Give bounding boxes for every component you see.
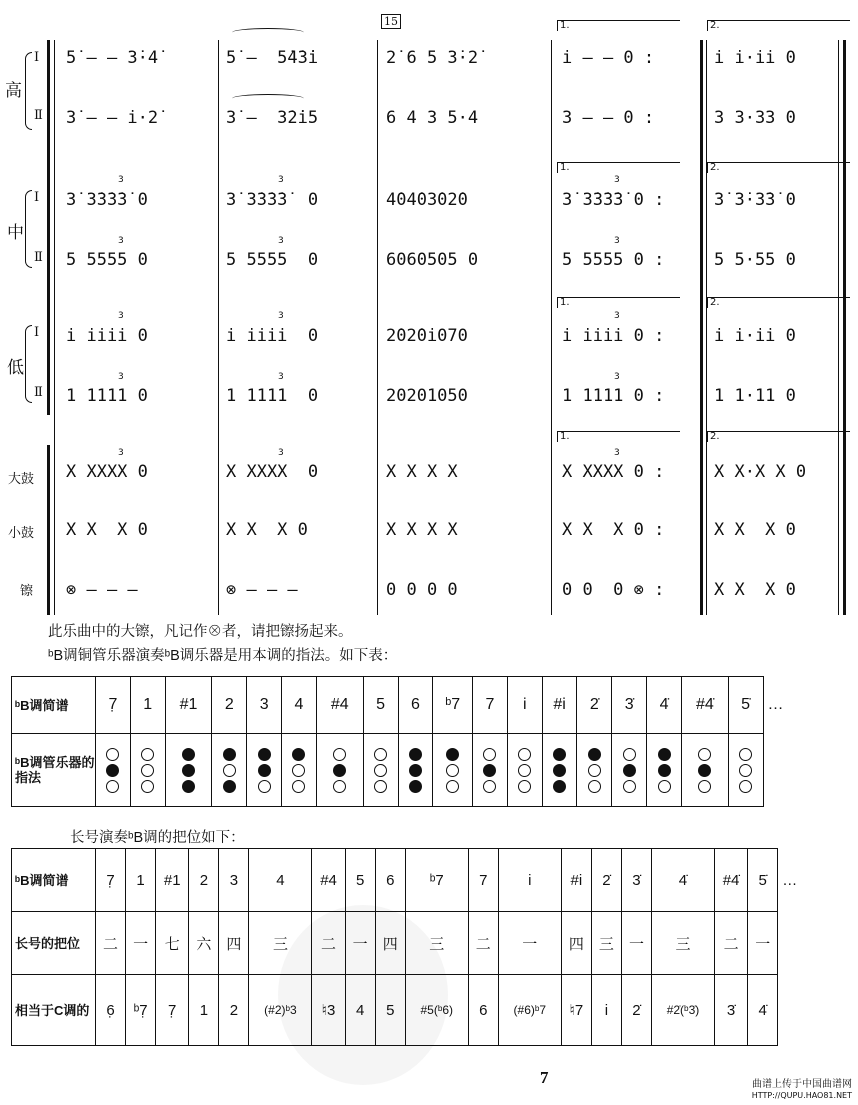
group-label-low: 低 bbox=[7, 358, 24, 378]
brace-low bbox=[25, 325, 32, 403]
fingering-cell bbox=[130, 734, 165, 807]
c-equiv-cell: #2̇(ᵇ3̇) bbox=[651, 975, 714, 1046]
system-bracket-percussion bbox=[47, 445, 50, 615]
m-high2-2: 3̇ – 3̇2̇i5 bbox=[226, 108, 319, 128]
m-bassdrum-4: X XXXX 0 : bbox=[562, 462, 665, 482]
m-bassdrum-3: X X X X bbox=[386, 462, 458, 482]
position-cell: 二 bbox=[96, 912, 126, 975]
m-cymbal-1: ⊗ – – – bbox=[66, 580, 138, 600]
fingering-valves bbox=[292, 748, 305, 793]
note-bb-brass-instruction: ᵇB调铜管乐器演奏ᵇB调乐器是用本调的指法。如下表： bbox=[48, 648, 398, 664]
valve-open-icon bbox=[483, 748, 496, 761]
brace-high bbox=[25, 52, 32, 130]
volta-1-high: 1. bbox=[557, 20, 680, 31]
page-number: 7 bbox=[540, 1068, 549, 1087]
fingering-valves bbox=[658, 748, 671, 793]
valve-pressed-icon bbox=[698, 764, 711, 777]
m-cymbal-2: ⊗ – – – bbox=[226, 580, 298, 600]
fingering-cell bbox=[728, 734, 763, 807]
valve-pressed-icon bbox=[553, 748, 566, 761]
table1-header-fingering: ᵇB调管乐器的指法 bbox=[12, 734, 96, 807]
m-low1-1: i iiii 0 bbox=[66, 326, 148, 346]
table1-note: 5̇ bbox=[728, 677, 763, 734]
table2-header-notes: ᵇB调简谱 bbox=[12, 849, 96, 912]
triplet-mark: 3 bbox=[614, 175, 620, 185]
valve-open-icon bbox=[292, 780, 305, 793]
valve-open-icon bbox=[588, 780, 601, 793]
valve-open-icon bbox=[483, 780, 496, 793]
m-bassdrum-2: X XXXX 0 bbox=[226, 462, 319, 482]
m-low2-4: 1 1111 0 : bbox=[562, 386, 665, 406]
fingering-valves bbox=[588, 748, 601, 793]
fingering-cell bbox=[472, 734, 507, 807]
m-bassdrum-5: X X·X X 0 bbox=[714, 462, 807, 482]
valve-pressed-icon bbox=[553, 780, 566, 793]
m-high1-4: i – – 0 : bbox=[562, 48, 655, 68]
valve-pressed-icon bbox=[258, 764, 271, 777]
m-low1-2: i iiii 0 bbox=[226, 326, 319, 346]
m-mid2-4: 5 5555 0 : bbox=[562, 250, 665, 270]
m-low2-3: 20201050 bbox=[386, 386, 468, 406]
table2-note: 2̇ bbox=[591, 849, 621, 912]
m-snare-3: X X X X bbox=[386, 520, 458, 540]
valve-open-icon bbox=[374, 764, 387, 777]
fingering-valves bbox=[553, 748, 566, 793]
valve-open-icon bbox=[223, 764, 236, 777]
table1-note: ᵇ7 bbox=[433, 677, 473, 734]
valve-open-icon bbox=[518, 780, 531, 793]
volta-2-low: 2. bbox=[707, 297, 850, 308]
position-cell: 一 bbox=[498, 912, 561, 975]
c-equiv-cell: 4̇ bbox=[748, 975, 778, 1046]
fingering-cell bbox=[507, 734, 542, 807]
valve-open-icon bbox=[106, 748, 119, 761]
barline-repeat bbox=[700, 40, 703, 615]
valve-pressed-icon bbox=[223, 780, 236, 793]
triplet-mark: 3 bbox=[278, 236, 284, 246]
valve-pressed-icon bbox=[658, 764, 671, 777]
valve-pressed-icon bbox=[483, 764, 496, 777]
position-cell: 一 bbox=[621, 912, 651, 975]
valve-pressed-icon bbox=[258, 748, 271, 761]
fingering-valves bbox=[106, 748, 119, 793]
volta-1-drum: 1. bbox=[557, 431, 680, 442]
m-low1-4: i iiii 0 : bbox=[562, 326, 665, 346]
table2-note: 1 bbox=[126, 849, 156, 912]
valve-open-icon bbox=[374, 748, 387, 761]
valve-open-icon bbox=[141, 764, 154, 777]
c-equiv-cell: ᵇ7̣ bbox=[126, 975, 156, 1046]
valve-open-icon bbox=[588, 764, 601, 777]
m-cymbal-3: 0 0 0 0 bbox=[386, 580, 458, 600]
valve-open-icon bbox=[141, 748, 154, 761]
triplet-mark: 3 bbox=[614, 372, 620, 382]
volta-2-high: 2. bbox=[707, 20, 850, 31]
group-label-mid: 中 bbox=[7, 223, 24, 243]
fingering-cell bbox=[612, 734, 647, 807]
valve-open-icon bbox=[739, 764, 752, 777]
table2-more-empty-2 bbox=[778, 975, 816, 1046]
fingering-cell bbox=[212, 734, 247, 807]
m-mid1-2: 3̇ 3̇3̇3̇3̇ 0 bbox=[226, 190, 319, 210]
part-roman-mid-2: Ⅱ bbox=[34, 250, 43, 265]
c-equiv-cell: 2̇ bbox=[621, 975, 651, 1046]
valve-open-icon bbox=[333, 748, 346, 761]
site-watermark bbox=[752, 1079, 852, 1101]
fingering-cell bbox=[96, 734, 131, 807]
volta-1-low: 1. bbox=[557, 297, 680, 308]
m-mid1-3: 4̇04̇03̇02̇0 bbox=[386, 190, 468, 210]
m-high1-5: i i·ii 0 bbox=[714, 48, 796, 68]
position-cell: 一 bbox=[748, 912, 778, 975]
volta-2-mid: 2. bbox=[707, 162, 850, 173]
fingering-valves bbox=[623, 748, 636, 793]
volta-2-drum: 2. bbox=[707, 431, 850, 442]
c-equiv-cell: 2 bbox=[219, 975, 249, 1046]
fingering-valves bbox=[446, 748, 459, 793]
valve-open-icon bbox=[623, 748, 636, 761]
valve-open-icon bbox=[333, 780, 346, 793]
note-cymbal-instruction: 此乐曲中的大镲，凡记作⊗者，请把镲扬起来。 bbox=[48, 624, 353, 640]
table2-note: 5 bbox=[345, 849, 375, 912]
fingering-cell bbox=[398, 734, 433, 807]
table1-note: #i bbox=[542, 677, 577, 734]
valve-open-icon bbox=[374, 780, 387, 793]
note-trombone-instruction: 长号演奏ᵇB调的把位如下： bbox=[70, 830, 245, 846]
valve-pressed-icon bbox=[333, 764, 346, 777]
part-roman-mid-1: Ⅰ bbox=[34, 190, 40, 205]
group-label-cymbal: 镲 bbox=[20, 584, 34, 599]
barline-end-thick bbox=[843, 40, 846, 615]
fingering-cell bbox=[681, 734, 728, 807]
m-mid2-3: 6060505 0 bbox=[386, 250, 479, 270]
table1-note: 2̇ bbox=[577, 677, 612, 734]
barline-repeat-thin bbox=[706, 40, 707, 615]
c-equiv-cell: 5 bbox=[375, 975, 405, 1046]
table1-note: #4 bbox=[316, 677, 363, 734]
barline-3 bbox=[551, 40, 552, 615]
trombone-table-c-row bbox=[12, 975, 816, 1046]
table1-note: #1 bbox=[165, 677, 212, 734]
fingering-table bbox=[11, 676, 816, 807]
fingering-valves bbox=[698, 748, 711, 793]
valve-pressed-icon bbox=[182, 764, 195, 777]
table2-note: i bbox=[498, 849, 561, 912]
triplet-mark: 3 bbox=[118, 311, 124, 321]
position-cell: 二 bbox=[468, 912, 498, 975]
table1-more-empty bbox=[763, 734, 815, 807]
table1-note: 7 bbox=[472, 677, 507, 734]
table1-note: 2 bbox=[212, 677, 247, 734]
trombone-position-table bbox=[11, 848, 816, 1046]
c-equiv-cell: i bbox=[591, 975, 621, 1046]
table1-note: 7̣ bbox=[96, 677, 131, 734]
table2-more: … bbox=[782, 871, 798, 889]
fingering-cell bbox=[363, 734, 398, 807]
table1-note: 4 bbox=[282, 677, 317, 734]
valve-open-icon bbox=[623, 780, 636, 793]
fingering-valves bbox=[182, 748, 195, 793]
table2-note: 6 bbox=[375, 849, 405, 912]
triplet-mark: 3 bbox=[278, 372, 284, 382]
fingering-cell bbox=[647, 734, 682, 807]
fingering-valves bbox=[409, 748, 422, 793]
table1-note: 1 bbox=[130, 677, 165, 734]
fingering-table-notes-row bbox=[12, 677, 816, 734]
table1-header-notes: ᵇB调简谱 bbox=[12, 677, 96, 734]
table1-note: 4̇ bbox=[647, 677, 682, 734]
triplet-mark: 3 bbox=[118, 175, 124, 185]
position-cell: 三 bbox=[651, 912, 714, 975]
valve-pressed-icon bbox=[409, 764, 422, 777]
fingering-valves bbox=[518, 748, 531, 793]
table2-note: #i bbox=[561, 849, 591, 912]
c-equiv-cell: ♮7 bbox=[561, 975, 591, 1046]
valve-open-icon bbox=[518, 764, 531, 777]
valve-open-icon bbox=[106, 780, 119, 793]
m-low1-3: 2̇02̇0i070 bbox=[386, 326, 468, 346]
c-equiv-cell: 7̣ bbox=[156, 975, 189, 1046]
fingering-valves bbox=[333, 748, 346, 793]
group-label-snare-drum: 小鼓 bbox=[8, 526, 35, 541]
barline-2 bbox=[377, 40, 378, 615]
watermark-line-2: HTTP://QUPU.HAO81.NET bbox=[751, 1091, 852, 1100]
fingering-valves bbox=[141, 748, 154, 793]
c-equiv-cell: 4 bbox=[345, 975, 375, 1046]
m-mid1-5: 3̇ 3̇·3̇3̇ 0 bbox=[714, 190, 796, 210]
table1-note: 3̇ bbox=[612, 677, 647, 734]
m-mid2-2: 5 5555 0 bbox=[226, 250, 319, 270]
position-cell: 三 bbox=[591, 912, 621, 975]
table2-note: 5̇ bbox=[748, 849, 778, 912]
table2-note: #4̇ bbox=[714, 849, 747, 912]
valve-pressed-icon bbox=[446, 748, 459, 761]
fingering-valves bbox=[223, 748, 236, 793]
position-cell: 三 bbox=[405, 912, 468, 975]
m-snare-1: X X X 0 bbox=[66, 520, 148, 540]
table2-header-position: 长号的把位 bbox=[12, 912, 96, 975]
valve-open-icon bbox=[698, 748, 711, 761]
m-high2-3: 6 4 3 5·4 bbox=[386, 108, 479, 128]
valve-pressed-icon bbox=[292, 748, 305, 761]
m-low2-2: 1 1111 0 bbox=[226, 386, 319, 406]
table2-note: #4 bbox=[312, 849, 345, 912]
tie-high-1 bbox=[232, 28, 304, 37]
table2-note: #1 bbox=[156, 849, 189, 912]
valve-open-icon bbox=[518, 748, 531, 761]
trombone-table-notes-row bbox=[12, 849, 816, 912]
position-cell: 一 bbox=[345, 912, 375, 975]
m-low2-5: 1 1·11 0 bbox=[714, 386, 796, 406]
valve-pressed-icon bbox=[409, 780, 422, 793]
system-bracket-high-low bbox=[47, 40, 50, 415]
table1-note: 5 bbox=[363, 677, 398, 734]
m-mid2-5: 5 5·55 0 bbox=[714, 250, 796, 270]
watermark-line-1: 曲谱上传于中国曲谱网 bbox=[752, 1079, 852, 1090]
fingering-valves bbox=[374, 748, 387, 793]
fingering-valves bbox=[258, 748, 271, 793]
fingering-table-fingering-row bbox=[12, 734, 816, 807]
m-high1-3: 2̇ 6 5 3̇·2̇ bbox=[386, 48, 479, 68]
valve-pressed-icon bbox=[553, 764, 566, 777]
m-high2-4: 3 – – 0 : bbox=[562, 108, 655, 128]
m-snare-4: X X X 0 : bbox=[562, 520, 665, 540]
rehearsal-mark: 15 bbox=[381, 14, 401, 29]
table2-note: 7̣ bbox=[96, 849, 126, 912]
volta-1-mid: 1. bbox=[557, 162, 680, 173]
table2-note: 4 bbox=[249, 849, 312, 912]
valve-open-icon bbox=[739, 748, 752, 761]
position-cell: 三 bbox=[249, 912, 312, 975]
c-equiv-cell: 6 bbox=[468, 975, 498, 1046]
triplet-mark: 3 bbox=[278, 311, 284, 321]
group-label-high: 高 bbox=[5, 81, 22, 101]
position-cell: 六 bbox=[189, 912, 219, 975]
triplet-mark: 3 bbox=[118, 448, 124, 458]
m-low2-1: 1 1111 0 bbox=[66, 386, 148, 406]
table2-more-empty bbox=[778, 912, 816, 975]
triplet-mark: 3 bbox=[118, 236, 124, 246]
c-equiv-cell: 1 bbox=[189, 975, 219, 1046]
c-equiv-cell: (#2)ᵇ3 bbox=[249, 975, 312, 1046]
position-cell: 二 bbox=[312, 912, 345, 975]
valve-open-icon bbox=[292, 764, 305, 777]
triplet-mark: 3 bbox=[278, 175, 284, 185]
position-cell: 七 bbox=[156, 912, 189, 975]
valve-open-icon bbox=[658, 780, 671, 793]
fingering-valves bbox=[739, 748, 752, 793]
m-snare-5: X X X 0 bbox=[714, 520, 796, 540]
triplet-mark: 3 bbox=[118, 372, 124, 382]
barline-1 bbox=[218, 40, 219, 615]
position-cell: 四 bbox=[375, 912, 405, 975]
table1-note: 3 bbox=[247, 677, 282, 734]
triplet-mark: 3 bbox=[614, 448, 620, 458]
table2-note: 3̇ bbox=[621, 849, 651, 912]
m-high2-5: 3 3·33 0 bbox=[714, 108, 796, 128]
fingering-cell bbox=[165, 734, 212, 807]
triplet-mark: 3 bbox=[614, 311, 620, 321]
c-equiv-cell: ♮3 bbox=[312, 975, 345, 1046]
valve-pressed-icon bbox=[588, 748, 601, 761]
part-roman-high-1: Ⅰ bbox=[34, 50, 40, 65]
table1-note: i bbox=[507, 677, 542, 734]
m-low1-5: i i·ii 0 bbox=[714, 326, 796, 346]
fingering-valves bbox=[483, 748, 496, 793]
table2-note: 7 bbox=[468, 849, 498, 912]
part-roman-low-2: Ⅱ bbox=[34, 385, 43, 400]
c-equiv-cell: 6̣ bbox=[96, 975, 126, 1046]
fingering-cell bbox=[433, 734, 473, 807]
system-line bbox=[54, 40, 55, 615]
fingering-cell bbox=[247, 734, 282, 807]
table1-note: 6 bbox=[398, 677, 433, 734]
m-high1-1: 5̇ – – 3̇·4̇ bbox=[66, 48, 159, 68]
fingering-cell bbox=[282, 734, 317, 807]
valve-pressed-icon bbox=[223, 748, 236, 761]
table2-note: 3 bbox=[219, 849, 249, 912]
m-cymbal-5: X X X 0 bbox=[714, 580, 796, 600]
triplet-mark: 3 bbox=[614, 236, 620, 246]
valve-open-icon bbox=[698, 780, 711, 793]
m-mid1-4: 3̇ 3̇3̇3̇3̇ 0 : bbox=[562, 190, 665, 210]
m-cymbal-4: 0 0 0 ⊗ : bbox=[562, 580, 665, 600]
table2-header-c-equivalent: 相当于C调的 bbox=[12, 975, 96, 1046]
position-cell: 四 bbox=[561, 912, 591, 975]
triplet-mark: 3 bbox=[278, 448, 284, 458]
tie-high-2 bbox=[232, 94, 304, 103]
position-cell: 一 bbox=[126, 912, 156, 975]
m-bassdrum-1: X XXXX 0 bbox=[66, 462, 148, 482]
m-high1-2: 5̇ – 5̇4̇3̇i bbox=[226, 48, 319, 68]
m-mid2-1: 5 5555 0 bbox=[66, 250, 148, 270]
table2-note: ᵇ7 bbox=[405, 849, 468, 912]
c-equiv-cell: (#6)ᵇ7 bbox=[498, 975, 561, 1046]
table1-more: … bbox=[767, 696, 784, 713]
m-snare-2: X X X 0 bbox=[226, 520, 308, 540]
valve-pressed-icon bbox=[658, 748, 671, 761]
fingering-cell bbox=[577, 734, 612, 807]
valve-pressed-icon bbox=[106, 764, 119, 777]
fingering-cell bbox=[316, 734, 363, 807]
table2-note: 2 bbox=[189, 849, 219, 912]
trombone-table-position-row bbox=[12, 912, 816, 975]
valve-open-icon bbox=[258, 780, 271, 793]
table1-note: #4̇ bbox=[681, 677, 728, 734]
c-equiv-cell: 3̇ bbox=[714, 975, 747, 1046]
m-high2-1: 3̇ – – i·2̇ bbox=[66, 108, 159, 128]
position-cell: 四 bbox=[219, 912, 249, 975]
valve-pressed-icon bbox=[182, 780, 195, 793]
part-roman-high-2: Ⅱ bbox=[34, 108, 43, 123]
position-cell: 二 bbox=[714, 912, 747, 975]
table2-note: 4̇ bbox=[651, 849, 714, 912]
valve-open-icon bbox=[446, 780, 459, 793]
group-label-bass-drum: 大鼓 bbox=[8, 472, 35, 487]
m-mid1-1: 3̇ 3̇3̇3̇3̇ 0 bbox=[66, 190, 148, 210]
valve-pressed-icon bbox=[182, 748, 195, 761]
valve-open-icon bbox=[141, 780, 154, 793]
brace-mid bbox=[25, 190, 32, 268]
fingering-cell bbox=[542, 734, 577, 807]
valve-open-icon bbox=[446, 764, 459, 777]
c-equiv-cell: #5(ᵇ6) bbox=[405, 975, 468, 1046]
part-roman-low-1: Ⅰ bbox=[34, 325, 40, 340]
valve-pressed-icon bbox=[623, 764, 636, 777]
valve-open-icon bbox=[739, 780, 752, 793]
valve-pressed-icon bbox=[409, 748, 422, 761]
barline-end-thin bbox=[838, 40, 839, 615]
